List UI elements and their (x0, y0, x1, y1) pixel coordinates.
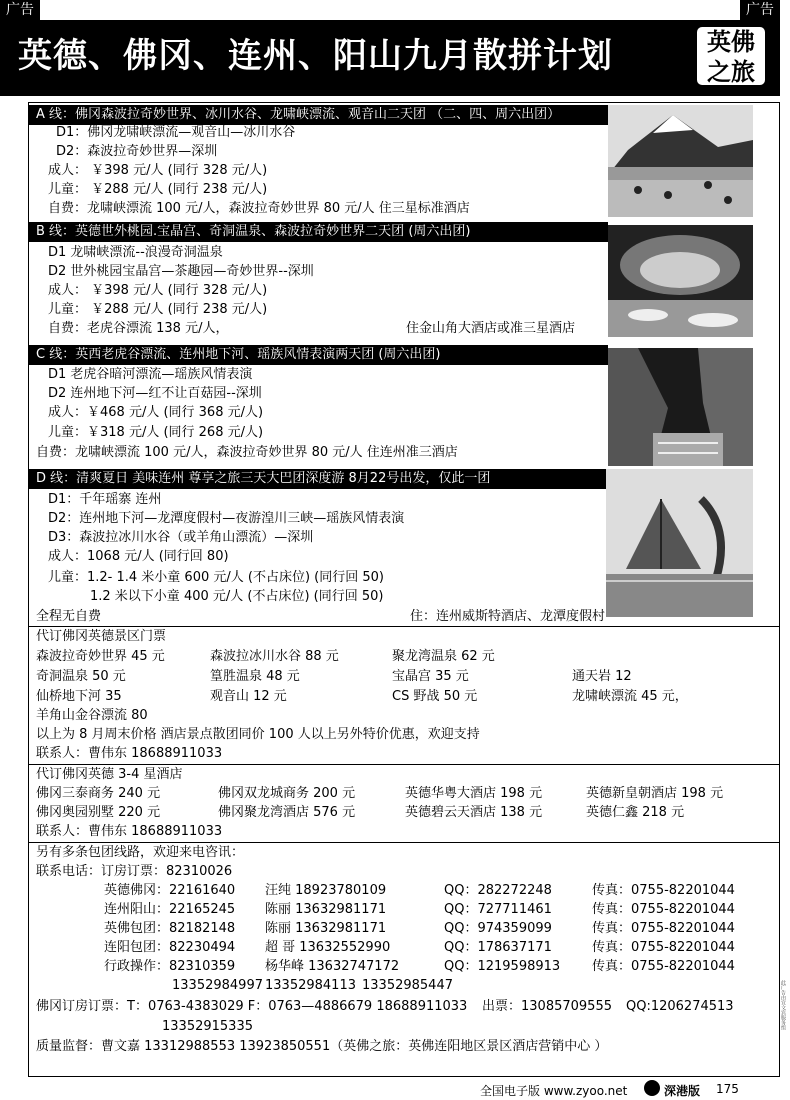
route-a-adult-price: 成人： ￥398 元/人 (同行 328 元/人) (48, 163, 268, 178)
logo-line1: 英佛 (707, 28, 755, 56)
hotel-item: 佛冈双龙城商务 200 元 (218, 786, 356, 801)
contacts-phone: 联系电话：订房订票：82310026 (36, 864, 233, 879)
fogang-ticketing: 出票：13085709555 (482, 999, 612, 1014)
route-d-hotel: 住：连州威斯特酒店、龙潭度假村 (410, 609, 606, 624)
ad-tag-left: 广告 (0, 0, 40, 20)
tickets-contact: 联系人：曹伟东 18688911033 (36, 746, 223, 761)
extra-phone: 13352984997 (172, 978, 263, 993)
route-d-day1: D1：千年瑶寨 连州 (48, 492, 162, 507)
route-b-hotel: 住金山角大酒店或准三星酒店 (406, 321, 576, 336)
tickets-title: 代订佛冈英德景区门票 (36, 629, 167, 644)
logo-line2: 之旅 (707, 58, 755, 86)
route-b-child-price: 儿童： ￥288 元/人 (同行 238 元/人) (48, 302, 268, 317)
contact-qq: QQ：974359099 (444, 921, 552, 936)
route-a-child-price: 儿童： ￥288 元/人 (同行 238 元/人) (48, 182, 268, 197)
waterpark-photo (606, 469, 753, 617)
route-a-header: A 线：佛冈森波拉奇妙世界、冰川水谷、龙啸峡漂流、观音山二天团 （二、四、周六出团） (28, 105, 608, 125)
contacts-intro: 另有多条包团线路，欢迎来电咨讯： (36, 845, 245, 860)
route-d-extras: 全程无自费 (36, 609, 102, 624)
ticket-item: 篁胜温泉 48 元 (210, 669, 300, 684)
contact-person: 杨华峰 13632747172 (265, 959, 400, 974)
hotel-item: 佛冈聚龙湾酒店 576 元 (218, 805, 356, 820)
contact-fax: 传真：0755-82201044 (592, 921, 735, 936)
contact-dept: 连州阳山：22165245 (104, 902, 236, 917)
hotel-item: 佛冈奥园别墅 220 元 (36, 805, 161, 820)
ticket-item: 森波拉奇妙世界 45 元 (36, 649, 165, 664)
contact-fax: 传真：0755-82201044 (592, 883, 735, 898)
ticket-item: 聚龙湾温泉 62 元 (392, 649, 495, 664)
contact-person: 超 哥 13632552990 (265, 940, 391, 955)
tickets-note: 以上为 8 月周末价格 酒店景点散团同价 100 人以上另外特价优惠，欢迎支持 (36, 727, 480, 742)
contact-qq: QQ：1219598913 (444, 959, 561, 974)
ticket-item: 仙桥地下河 35 (36, 689, 122, 704)
contact-dept: 连阳包团：82230494 (104, 940, 236, 955)
footer-region: 深港版 (664, 1084, 701, 1098)
side-note: 此广告由宜文宾服务组 (780, 980, 786, 1030)
underground-river-photo (608, 348, 753, 466)
contact-dept: 英佛包团：82182148 (104, 921, 236, 936)
route-a-photo (608, 105, 753, 217)
contact-fax: 传真：0755-82201044 (592, 902, 735, 917)
quality-supervisor: 质量监督：曹文嘉 13312988553 13923850551（英佛之旅：英佛连阳地区景区酒店营销中心 ） (36, 1039, 608, 1054)
hotel-item: 英德华粤大酒店 198 元 (405, 786, 543, 801)
brand-logo (694, 24, 768, 88)
ticket-item: 奇洞温泉 50 元 (36, 669, 126, 684)
contact-person: 汪纯 18923780109 (265, 883, 387, 898)
page-title: 英德、佛冈、连州、阳山九月散拼计划 (18, 36, 613, 76)
route-d-header: D 线：清爽夏日 美味连州 尊享之旅三天大巴团深度游 8月22号出发，仅此一团 (28, 469, 606, 489)
contact-qq: QQ：727711461 (444, 902, 552, 917)
route-c-adult-price: 成人：￥468 元/人 (同行 368 元/人) (48, 405, 264, 420)
route-b-extras: 自费：老虎谷漂流 138 元/人， (48, 321, 229, 336)
route-b-photo (608, 225, 753, 337)
divider (28, 626, 780, 627)
route-c-extras: 自费：龙啸峡漂流 100 元/人，森波拉奇妙世界 80 元/人 住连州准三酒店 (36, 445, 458, 460)
route-b-adult-price: 成人： ￥398 元/人 (同行 328 元/人) (48, 283, 268, 298)
route-b-day1: D1 龙啸峡漂流--浪漫奇洞温泉 (48, 245, 223, 260)
hotels-contact: 联系人：曹伟东 18688911033 (36, 824, 223, 839)
extra-phone: 13352985447 (362, 978, 453, 993)
route-a-day1: D1：佛冈龙啸峡漂流—观音山—冰川水谷 (56, 125, 296, 140)
hotel-item: 佛冈三泰商务 240 元 (36, 786, 161, 801)
route-c-day2: D2 连州地下河—红不让百菇园--深圳 (48, 386, 262, 401)
route-b-header: B 线：英德世外桃园.宝晶宫、奇洞温泉、森波拉奇妙世界二天团 (周六出团) (28, 222, 608, 242)
contact-qq: QQ：178637171 (444, 940, 552, 955)
footer-page-number: 175 (716, 1082, 739, 1096)
ticket-item: 观音山 12 元 (210, 689, 287, 704)
contact-fax: 传真：0755-82201044 (592, 959, 735, 974)
route-b-day2: D2 世外桃园宝晶宫—茶趣园—奇妙世界--深圳 (48, 264, 314, 279)
route-c-child-price: 儿童：￥318 元/人 (同行 268 元/人) (48, 425, 264, 440)
route-d-day2: D2：连州地下河—龙潭度假村—夜游湟川三峡—瑶族风情表演 (48, 511, 405, 526)
cave-hotspring-photo (608, 225, 753, 337)
ticket-item: 宝晶宫 35 元 (392, 669, 469, 684)
contact-fax: 传真：0755-82201044 (592, 940, 735, 955)
contact-person: 陈丽 13632981171 (265, 902, 387, 917)
route-a-day2: D2：森波拉奇妙世界—深圳 (56, 144, 218, 159)
fogang-qq: QQ:1206274513 (626, 999, 734, 1014)
footer-edition: 全国电子版 www.zyoo.net (480, 1084, 628, 1098)
route-d-child-price-1: 儿童：1.2- 1.4 米小童 600 元/人 (不占床位) (同行回 50) (48, 570, 384, 585)
divider (28, 764, 780, 765)
mountain-water-photo (608, 105, 753, 217)
route-d-day3: D3：森波拉冰川水谷（或羊角山漂流）—深圳 (48, 530, 314, 545)
route-d-child-price-2: 1.2 米以下小童 400 元/人 (不占床位) (同行回 50) (90, 589, 384, 604)
ticket-item: 通天岩 12 (572, 669, 632, 684)
route-c-header: C 线：英西老虎谷漂流、连州地下河、瑶族风情表演两天团 (周六出团) (28, 345, 608, 365)
contact-person: 陈丽 13632981171 (265, 921, 387, 936)
hotels-title: 代订佛冈英德 3-4 星酒店 (36, 767, 183, 782)
ticket-item: 森波拉冰川水谷 88 元 (210, 649, 339, 664)
fogang-phone-2: 13352915335 (162, 1019, 253, 1034)
divider (28, 842, 780, 843)
hotel-item: 英德新皇朝酒店 198 元 (586, 786, 724, 801)
contact-qq: QQ：282272248 (444, 883, 552, 898)
contact-dept: 英德佛冈：22161640 (104, 883, 236, 898)
hotel-item: 英德碧云天酒店 138 元 (405, 805, 543, 820)
logo-icon (644, 1080, 660, 1096)
extra-phone: 13352984113 (265, 978, 356, 993)
ad-tag-right: 广告 (740, 0, 780, 20)
ticket-item: 龙啸峡漂流 45 元， (572, 689, 688, 704)
route-d-adult-price: 成人：1068 元/人 (同行回 80) (48, 549, 229, 564)
route-c-day1: D1 老虎谷暗河漂流—瑶族风情表演 (48, 367, 253, 382)
fogang-booking: 佛冈订房订票：T：0763-4383029 F：0763—4886679 18688911033 (36, 999, 468, 1014)
hotel-item: 英德仁鑫 218 元 (586, 805, 685, 820)
route-a-extras: 自费：龙啸峡漂流 100 元/人，森波拉奇妙世界 80 元/人 住三星标准酒店 (48, 201, 470, 216)
route-c-photo (608, 348, 753, 466)
contact-dept: 行政操作：82310359 (104, 959, 236, 974)
ticket-item: CS 野战 50 元 (392, 689, 478, 704)
ticket-item: 羊角山金谷漂流 80 (36, 708, 148, 723)
route-d-photo (606, 469, 753, 617)
